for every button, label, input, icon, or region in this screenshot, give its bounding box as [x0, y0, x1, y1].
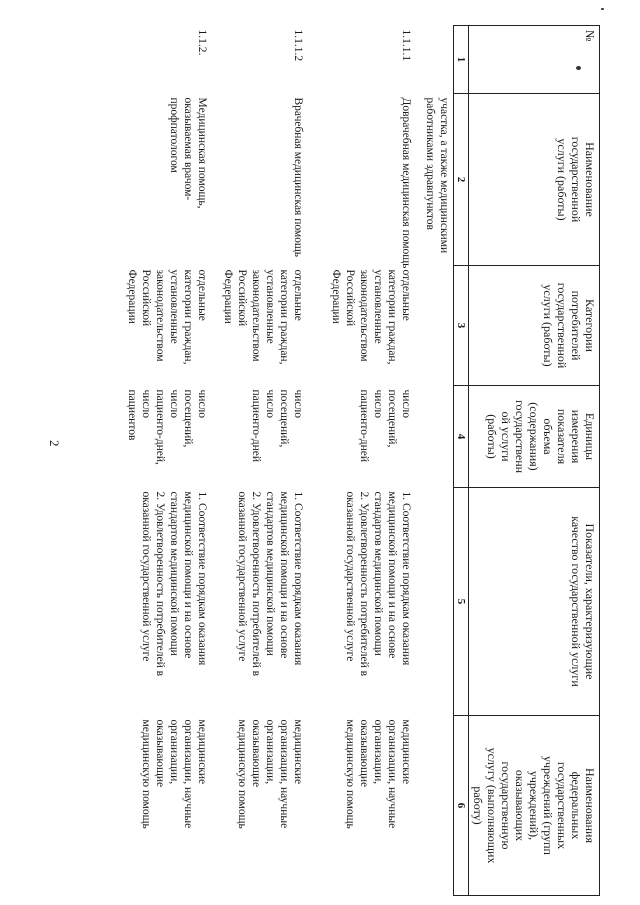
page-number: 2: [47, 440, 62, 447]
column-number: 1: [454, 26, 469, 94]
service-name: Медицинская помощь, оказываемая врачом- профпатологом: [168, 97, 208, 209]
quality-indicators: 1. Соответствие порядкам оказания медицинской помощи и на основе стандартов медицинской помощи 2. Удовлетворенность потребителей в оказанной государственной услуге: [140, 491, 208, 677]
consumer-category: отдельные категории граждан, установленные законодательством Российской Федерации: [330, 269, 412, 365]
measurement-units: число посещений, число пациенто-дней: [358, 389, 412, 463]
service-name: Врачебная медицинская помощь: [292, 97, 304, 258]
measurement-units: число посещений, число пациенто-дней: [250, 389, 304, 463]
column-number: 3: [454, 266, 469, 386]
table-row: [115, 26, 211, 896]
table-row: [307, 26, 415, 896]
column-number: 2: [454, 94, 469, 266]
column-number: 6: [454, 716, 469, 896]
consumer-category: отдельные категории граждан, установленные законодательством Российской Федерации: [222, 269, 304, 365]
header-service-name: Наименование государственной услуги (работы): [469, 94, 600, 266]
header-row: [469, 26, 600, 896]
consumer-category: отдельные категории граждан, установленные законодательством Российской Федерации: [126, 269, 208, 365]
header-units: Единицы измерения показателя объема (содержания) государственн ой услуги (работы): [469, 386, 600, 488]
continuation-text: участка, а также медицинскими работниками здравпунктов: [424, 97, 450, 254]
services-table: [115, 25, 600, 896]
service-name: Доврачебная медицинская помощь: [400, 97, 412, 269]
quality-indicators: 1. Соответствие порядкам оказания медицинской помощи и на основе стандартов медицинской помощи 2. Удовлетворенность потребителей в оказанной государственной услуге: [236, 491, 304, 677]
institutions: медицинские организации, научные организации, оказывающие медицинскую помощь: [236, 719, 304, 829]
row-number: 1.1.2.: [196, 29, 208, 56]
column-number-row: [454, 26, 469, 896]
header-consumer-category: Категории потребителей государственной услуги (работы): [469, 266, 600, 386]
measurement-units: число посещений, число пациенто-дней, число пациентов: [126, 389, 208, 465]
quality-indicators: 1. Соответствие порядкам оказания медицинской помощи и на основе стандартов медицинской помощи 2. Удовлетворенность потребителей в оказанной государственной услуге: [344, 491, 412, 677]
institutions: медицинские организации, научные организации, оказывающие медицинскую помощь: [344, 719, 412, 829]
column-number: 5: [454, 488, 469, 716]
header-quality-indicators: Показатели, характеризующие качество государственной услуги: [469, 488, 600, 716]
header-number: №: [469, 26, 600, 94]
institutions: медицинские организации, научные организации, оказывающие медицинскую помощь: [140, 719, 208, 829]
row-number: 1.1.1.1: [400, 29, 412, 62]
table-row: [211, 26, 307, 896]
row-number: 1.1.1.2: [292, 29, 304, 62]
header-institutions: Наименования федеральных государственных учреждений (групп учреждений), оказывающих государственную услугу (выполняющих работу): [469, 716, 600, 896]
column-number: 4: [454, 386, 469, 488]
continuation-row: [415, 26, 454, 896]
